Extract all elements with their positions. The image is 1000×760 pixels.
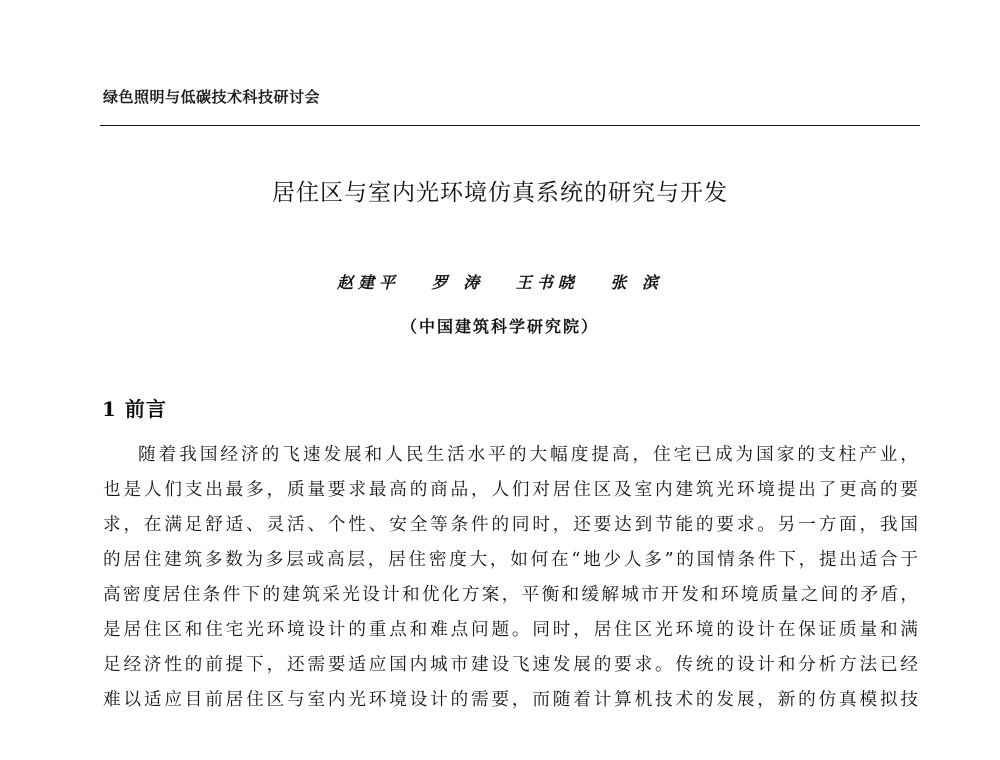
- body-line: 高密度居住条件下的建筑采光设计和优化方案，平衡和缓解城市开发和环境质量之间的矛盾，: [103, 585, 918, 605]
- section-number: 1: [102, 397, 117, 421]
- body-line: 难以适应目前居住区与室内光环境设计的需要，而随着计算机技术的发展，新的仿真模拟技: [103, 690, 918, 710]
- author-list: [0, 270, 1000, 293]
- body-paragraph: [103, 438, 918, 718]
- body-line: 求，在满足舒适、灵活、个性、安全等条件的同时，还要达到节能的要求。另一方面，我国: [103, 515, 918, 535]
- body-line: 也是人们支出最多，质量要求最高的商品，人们对居住区及室内建筑光环境提出了更高的要: [103, 480, 918, 500]
- affiliation: （中国建筑科学研究院）: [400, 317, 599, 336]
- running-header: 绿色照明与低碳技术科技研讨会: [103, 88, 321, 106]
- author-name: 王书晓: [515, 273, 579, 292]
- author-name: 罗 涛: [431, 273, 485, 292]
- header-rule: [100, 125, 920, 126]
- paper-title: 居住区与室内光环境仿真系统的研究与开发: [272, 180, 728, 206]
- body-line: 足经济性的前提下，还需要适应国内城市建设飞速发展的要求。传统的设计和分析方法已经: [103, 655, 918, 675]
- author-name: 张 滨: [610, 273, 663, 292]
- body-line: 的居住建筑多数为多层或高层，居住密度大，如何在“地少人多”的国情条件下，提出适合于: [103, 550, 918, 570]
- author-name: 赵建平: [337, 273, 401, 292]
- section-heading: [102, 393, 167, 422]
- body-line: 是居住区和住宅光环境设计的重点和难点问题。同时，居住区光环境的设计在保证质量和满: [103, 620, 918, 640]
- section-title: 前言: [124, 397, 167, 421]
- body-line: 随着我国经济的飞速发展和人民生活水平的大幅度提高，住宅已成为国家的支柱产业，: [138, 445, 918, 465]
